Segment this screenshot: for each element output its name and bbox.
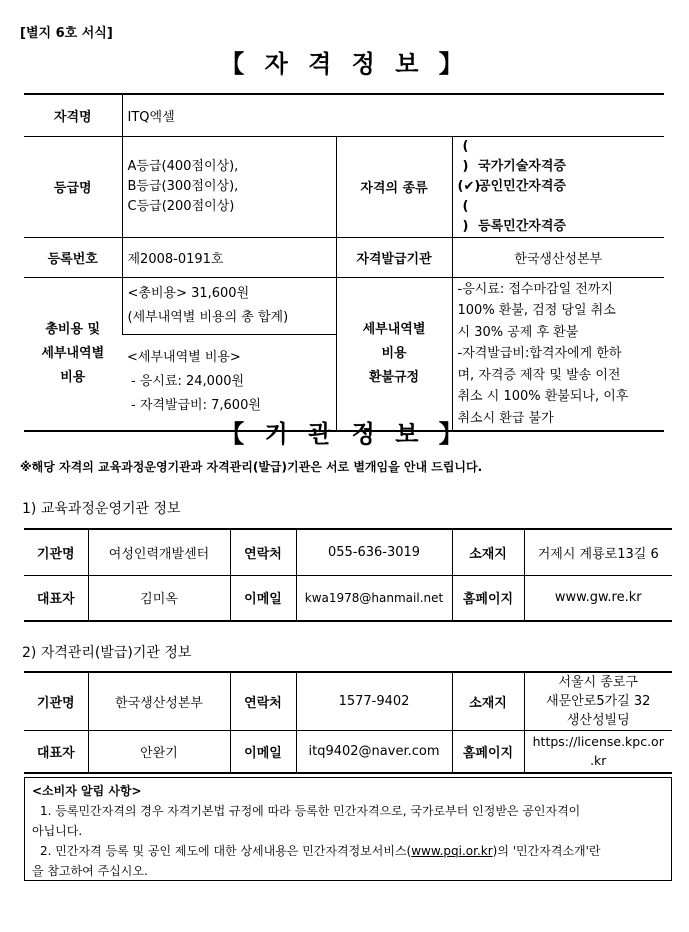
qualification-table [24,93,664,432]
notice-title: <소비자 알림 사항> [32,784,142,798]
mgmt-contact-label: 연락처 [230,672,296,731]
edu-rep-value: 김미옥 [88,575,230,621]
edu-addr-value: 거제시 계룡로13길 6 [524,529,672,575]
qual-name-value: ITQ엑셀 [122,94,664,136]
edu-org-label: 기관명 [24,529,88,575]
notice-line-2c: 을 참고하여 주십시오. [32,864,148,878]
grade-item: A등급(400점이상), [127,158,239,174]
qualification-section-title: 【 자 격 정 보 】 [220,50,469,78]
edu-contact-value: 055-636-3019 [296,529,452,575]
consumer-notice [24,777,672,881]
qual-type-list [452,136,664,237]
org-section-title: 【 기 관 정 보 】 [220,420,469,448]
edu-home-label: 홈페이지 [452,575,524,621]
mgmt-home-label: 홈페이지 [452,731,524,773]
pqi-link[interactable]: www.pqi.or.kr [411,844,493,858]
edu-contact-label: 연락처 [230,529,296,575]
edu-email-value: kwa1978@hanmail.net [296,575,452,621]
mgmt-rep-value: 안완기 [88,731,230,773]
edu-org-title: 1) 교육과정운영기관 정보 [22,501,181,517]
notice-line-2: 2. 민간자격 등록 및 공인 제도에 대한 상세내용은 민간자격정보서비스(www.pqi.or.kr)의 '민간자격소개'란 [40,844,601,858]
reg-number-label: 등록번호 [24,237,122,277]
refund-policy: -응시료: 접수마감일 전까지 100% 환불, 검정 당일 취소 시 30% 공제 후 환불 -자격발급비:합격자에게 한하 며, 자격증 제작 및 발송 이전 취소 시 100% 환불되나, 이후 취소시 환급 불가 [452,277,664,431]
issuer-label: 자격발급기관 [336,237,452,277]
reg-number-value: 제2008-0191호 [122,237,336,277]
edu-org-table [24,528,672,622]
mgmt-org-table [24,671,672,774]
notice-line-1b: 아닙니다. [32,824,83,838]
mgmt-contact-value: 1577-9402 [296,672,452,731]
type-label: 공인민간자격증 [478,178,566,194]
type-label: 국가기술자격증 [478,158,566,174]
form-number: [별지 6호 서식] [20,26,113,41]
mgmt-email-label: 이메일 [230,731,296,773]
issuer-value: 한국생산성본부 [452,237,664,277]
mgmt-addr-value: 서울시 종로구 새문안로5가길 32 생산성빌딩 [524,672,672,731]
type-label: 등록민간자격증 [478,218,566,234]
qual-name-label: 자격명 [24,94,122,136]
mgmt-org-value: 한국생산성본부 [88,672,230,731]
grade-label: 등급명 [24,136,122,237]
edu-rep-label: 대표자 [24,575,88,621]
total-cost: <총비용> 31,600원 (세부내역별 비용의 총 합계) [122,277,336,334]
mgmt-org-title: 2) 자격관리(발급)기관 정보 [22,645,192,661]
mgmt-rep-label: 대표자 [24,731,88,773]
detail-cost: <세부내역별 비용> - 응시료: 24,000원 - 자격발급비: 7,600원 [122,334,336,431]
edu-org-value: 여성인력개발센터 [88,529,230,575]
qual-type-option [458,137,660,177]
notice-line-1: 1. 등록민간자격의 경우 자격기본법 규정에 따라 등록한 민간자격으로, 국가로부터 인정받은 공인자격이 [40,804,581,818]
qual-type-option [458,177,660,197]
org-note: ※해당 자격의 교육과정운영기관과 자격관리(발급)기관은 서로 별개임을 안내 드립니다. [20,460,483,474]
grade-item: C등급(200점이상) [127,198,235,214]
grade-item: B등급(300점이상), [127,178,239,194]
qual-type-option [458,197,660,237]
grade-list [122,136,336,237]
refund-label: 세부내역별 비용 환불규정 [336,277,452,431]
type-checkbox: ( ) [462,138,469,174]
mgmt-addr-label: 소재지 [452,672,524,731]
type-checkbox-checked: (✔) [457,178,481,194]
edu-email-label: 이메일 [230,575,296,621]
type-checkbox: ( ) [462,198,469,234]
mgmt-org-label: 기관명 [24,672,88,731]
edu-home-value: www.gw.re.kr [524,575,672,621]
mgmt-home-value: https://license.kpc.or .kr [524,731,672,773]
mgmt-email-value: itq9402@naver.com [296,731,452,773]
edu-addr-label: 소재지 [452,529,524,575]
qual-type-label: 자격의 종류 [336,136,452,237]
cost-label: 총비용 및 세부내역별 비용 [24,277,122,431]
